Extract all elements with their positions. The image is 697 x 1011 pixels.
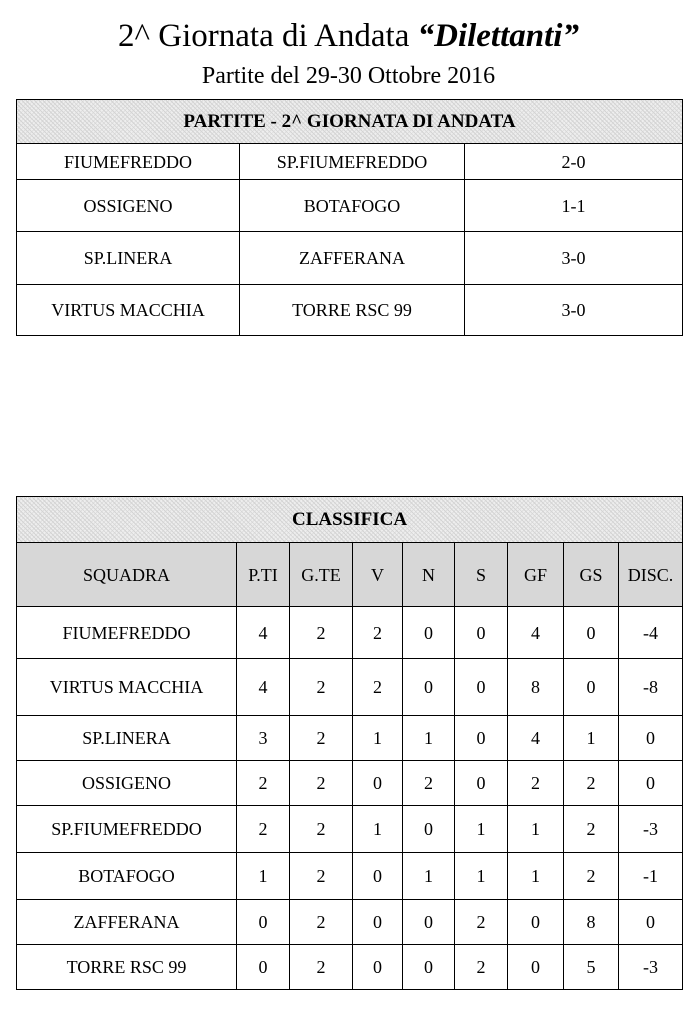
team-name: ZAFFERANA bbox=[17, 900, 237, 945]
table-row bbox=[17, 607, 683, 659]
table-row bbox=[17, 853, 683, 900]
won: 2 bbox=[353, 607, 403, 659]
table-row bbox=[17, 659, 683, 716]
home-team: OSSIGENO bbox=[17, 180, 240, 232]
played: 2 bbox=[290, 853, 353, 900]
goals-for: 1 bbox=[508, 806, 564, 853]
match-row bbox=[17, 232, 683, 285]
title-main: 2^ Giornata di Andata bbox=[118, 18, 418, 54]
points: 2 bbox=[237, 806, 290, 853]
lost: 1 bbox=[455, 806, 508, 853]
away-team: BOTAFOGO bbox=[240, 180, 465, 232]
won: 0 bbox=[353, 945, 403, 990]
drawn: 0 bbox=[403, 945, 455, 990]
played: 2 bbox=[290, 761, 353, 806]
match-row bbox=[17, 144, 683, 180]
page-subtitle: Partite del 29-30 Ottobre 2016 bbox=[201, 63, 496, 89]
team-name: TORRE RSC 99 bbox=[17, 945, 237, 990]
discipline: 0 bbox=[619, 900, 683, 945]
discipline: 0 bbox=[619, 716, 683, 761]
won: 0 bbox=[353, 761, 403, 806]
points: 2 bbox=[237, 761, 290, 806]
team-name: OSSIGENO bbox=[17, 761, 237, 806]
drawn: 0 bbox=[403, 806, 455, 853]
home-team: FIUMEFREDDO bbox=[17, 144, 240, 180]
played: 2 bbox=[290, 945, 353, 990]
points: 4 bbox=[237, 607, 290, 659]
away-team: TORRE RSC 99 bbox=[240, 285, 465, 336]
lost: 2 bbox=[455, 945, 508, 990]
col-header-goals-for: GF bbox=[508, 543, 564, 607]
played: 2 bbox=[290, 716, 353, 761]
team-name: SP.LINERA bbox=[17, 716, 237, 761]
drawn: 1 bbox=[403, 853, 455, 900]
discipline: -1 bbox=[619, 853, 683, 900]
home-team: SP.LINERA bbox=[17, 232, 240, 285]
discipline: -3 bbox=[619, 806, 683, 853]
col-header-won: V bbox=[353, 543, 403, 607]
away-team: ZAFFERANA bbox=[240, 232, 465, 285]
played: 2 bbox=[290, 607, 353, 659]
discipline: 0 bbox=[619, 761, 683, 806]
col-header-points: P.TI bbox=[237, 543, 290, 607]
goals-against: 2 bbox=[564, 806, 619, 853]
goals-for: 2 bbox=[508, 761, 564, 806]
goals-against: 0 bbox=[564, 659, 619, 716]
lost: 0 bbox=[455, 607, 508, 659]
table-row bbox=[17, 716, 683, 761]
team-name: SP.FIUMEFREDDO bbox=[17, 806, 237, 853]
discipline: -4 bbox=[619, 607, 683, 659]
team-name: BOTAFOGO bbox=[17, 853, 237, 900]
col-header-lost: S bbox=[455, 543, 508, 607]
lost: 0 bbox=[455, 716, 508, 761]
played: 2 bbox=[290, 659, 353, 716]
match-score: 3-0 bbox=[465, 285, 683, 336]
goals-against: 5 bbox=[564, 945, 619, 990]
goals-against: 1 bbox=[564, 716, 619, 761]
played: 2 bbox=[290, 900, 353, 945]
won: 0 bbox=[353, 853, 403, 900]
results-table bbox=[16, 99, 683, 336]
col-header-goals-against: GS bbox=[564, 543, 619, 607]
goals-against: 2 bbox=[564, 853, 619, 900]
col-header-played: G.TE bbox=[290, 543, 353, 607]
goals-for: 4 bbox=[508, 607, 564, 659]
match-row bbox=[17, 180, 683, 232]
lost: 2 bbox=[455, 900, 508, 945]
lost: 0 bbox=[455, 659, 508, 716]
col-header-drawn: N bbox=[403, 543, 455, 607]
match-score: 2-0 bbox=[465, 144, 683, 180]
goals-for: 4 bbox=[508, 716, 564, 761]
table-row bbox=[17, 945, 683, 990]
won: 2 bbox=[353, 659, 403, 716]
points: 3 bbox=[237, 716, 290, 761]
goals-against: 0 bbox=[564, 607, 619, 659]
standings-banner: CLASSIFICA bbox=[17, 497, 683, 543]
match-score: 1-1 bbox=[465, 180, 683, 232]
lost: 0 bbox=[455, 761, 508, 806]
lost: 1 bbox=[455, 853, 508, 900]
goals-for: 0 bbox=[508, 945, 564, 990]
drawn: 0 bbox=[403, 659, 455, 716]
discipline: -8 bbox=[619, 659, 683, 716]
results-banner: PARTITE - 2^ GIORNATA DI ANDATA bbox=[17, 100, 683, 144]
won: 1 bbox=[353, 716, 403, 761]
table-row bbox=[17, 761, 683, 806]
points: 1 bbox=[237, 853, 290, 900]
points: 4 bbox=[237, 659, 290, 716]
table-row bbox=[17, 806, 683, 853]
page-title bbox=[0, 14, 697, 58]
standings-table bbox=[16, 496, 683, 990]
team-name: VIRTUS MACCHIA bbox=[17, 659, 237, 716]
goals-against: 8 bbox=[564, 900, 619, 945]
col-header-team: SQUADRA bbox=[17, 543, 237, 607]
goals-for: 1 bbox=[508, 853, 564, 900]
title-emphasis: “Dilettanti” bbox=[417, 18, 579, 54]
drawn: 2 bbox=[403, 761, 455, 806]
drawn: 1 bbox=[403, 716, 455, 761]
drawn: 0 bbox=[403, 607, 455, 659]
points: 0 bbox=[237, 945, 290, 990]
drawn: 0 bbox=[403, 900, 455, 945]
won: 0 bbox=[353, 900, 403, 945]
home-team: VIRTUS MACCHIA bbox=[17, 285, 240, 336]
match-score: 3-0 bbox=[465, 232, 683, 285]
played: 2 bbox=[290, 806, 353, 853]
won: 1 bbox=[353, 806, 403, 853]
goals-for: 0 bbox=[508, 900, 564, 945]
table-row bbox=[17, 900, 683, 945]
points: 0 bbox=[237, 900, 290, 945]
goals-for: 8 bbox=[508, 659, 564, 716]
goals-against: 2 bbox=[564, 761, 619, 806]
team-name: FIUMEFREDDO bbox=[17, 607, 237, 659]
col-header-discipline: DISC. bbox=[619, 543, 683, 607]
away-team: SP.FIUMEFREDDO bbox=[240, 144, 465, 180]
standings-header-row bbox=[17, 543, 683, 607]
match-row bbox=[17, 285, 683, 336]
discipline: -3 bbox=[619, 945, 683, 990]
